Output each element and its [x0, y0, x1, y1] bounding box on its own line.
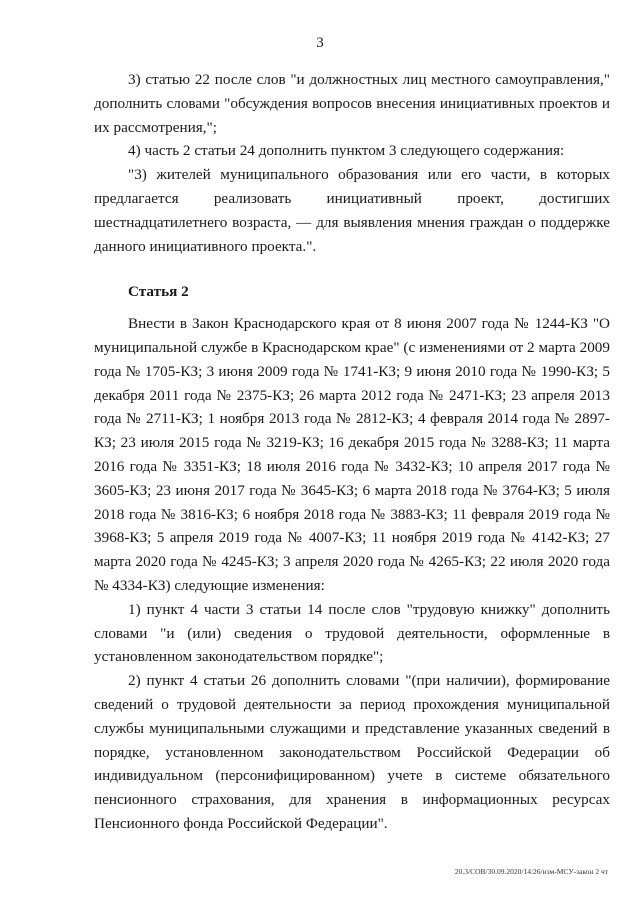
document-body: [94, 68, 610, 836]
article-heading: Статья 2: [128, 283, 189, 301]
paragraph-change-2: 2) пункт 4 статьи 26 дополнить словами "(при наличии), формирование сведений о трудовой деятельности за период прохождения муниципальной службы муниципальными служащими и представление указанных сведений в порядке, установленном законодательством Российской Федерации об индивидуальном (персонифицированном) учете в системе обязательного пенсионного страхования, для хранения в информационных ресурсах Пенсионного фонда Российской Федерации".: [94, 672, 610, 832]
paragraph-change-1: 1) пункт 4 части 3 статьи 14 после слов "трудовую книжку" дополнить словами "и (или) сведения о трудовой деятельности, оформленные в установленном законодательством порядке";: [94, 600, 610, 666]
footer-code: 20.3/СОВ/30.09.2020/14:26/изм-МСУ-закон 2 чт: [454, 867, 608, 876]
paragraph-item-3: 3) статью 22 после слов "и должностных лиц местного самоуправления," дополнить словами "обсуждения вопросов внесения инициативных проектов и их рассмотрения,";: [94, 71, 610, 136]
paragraph-item-4: 4) часть 2 статьи 24 дополнить пунктом 3 следующего содержания:: [128, 142, 565, 160]
paragraph-quote: "3) жителей муниципального образования или его части, в которых предлагается реализовать инициативный проект, достигших шестнадцатилетнего возраста, — для выявления мнения граждан о поддержке данного инициативного проекта.".: [94, 166, 610, 255]
paragraph-article-intro: Внести в Закон Краснодарского края от 8 июня 2007 года № 1244-КЗ "О муниципальной службе в Краснодарском крае" (с изменениями от 2 марта 2009 года № 1705-КЗ; 3 июня 2009 года № 1741-КЗ; 9 июня 2010 года № 1990-КЗ; 5 декабря 2011 года № 2375-КЗ; 26 марта 2012 года № 2471-КЗ; 23 апреля 2013 года № 2711-КЗ; 1 ноября 2013 года № 2812-КЗ; 4 февраля 2014 года № 2897-КЗ; 23 июля 2015 года № 3219-КЗ; 16 декабря 2015 года № 3288-КЗ; 11 марта 2016 года № 3351-КЗ; 18 июля 2016 года № 3432-КЗ; 10 апреля 2017 года № 3605-КЗ; 23 июня 2017 года № 3645-КЗ; 6 марта 2018 года № 3764-КЗ; 5 июля 2018 года № 3816-КЗ; 6 ноября 2018 года № 3883-КЗ; 11 февраля 2019 года № 3968-КЗ; 5 апреля 2019 года № 4007-КЗ; 11 ноября 2019 года № 4142-КЗ; 27 марта 2020 года № 4245-КЗ; 3 апреля 2020 года № 4265-КЗ; 22 июля 2020 года № 4334-КЗ) следующие изменения:: [94, 315, 610, 594]
page-number: 3: [316, 35, 324, 51]
